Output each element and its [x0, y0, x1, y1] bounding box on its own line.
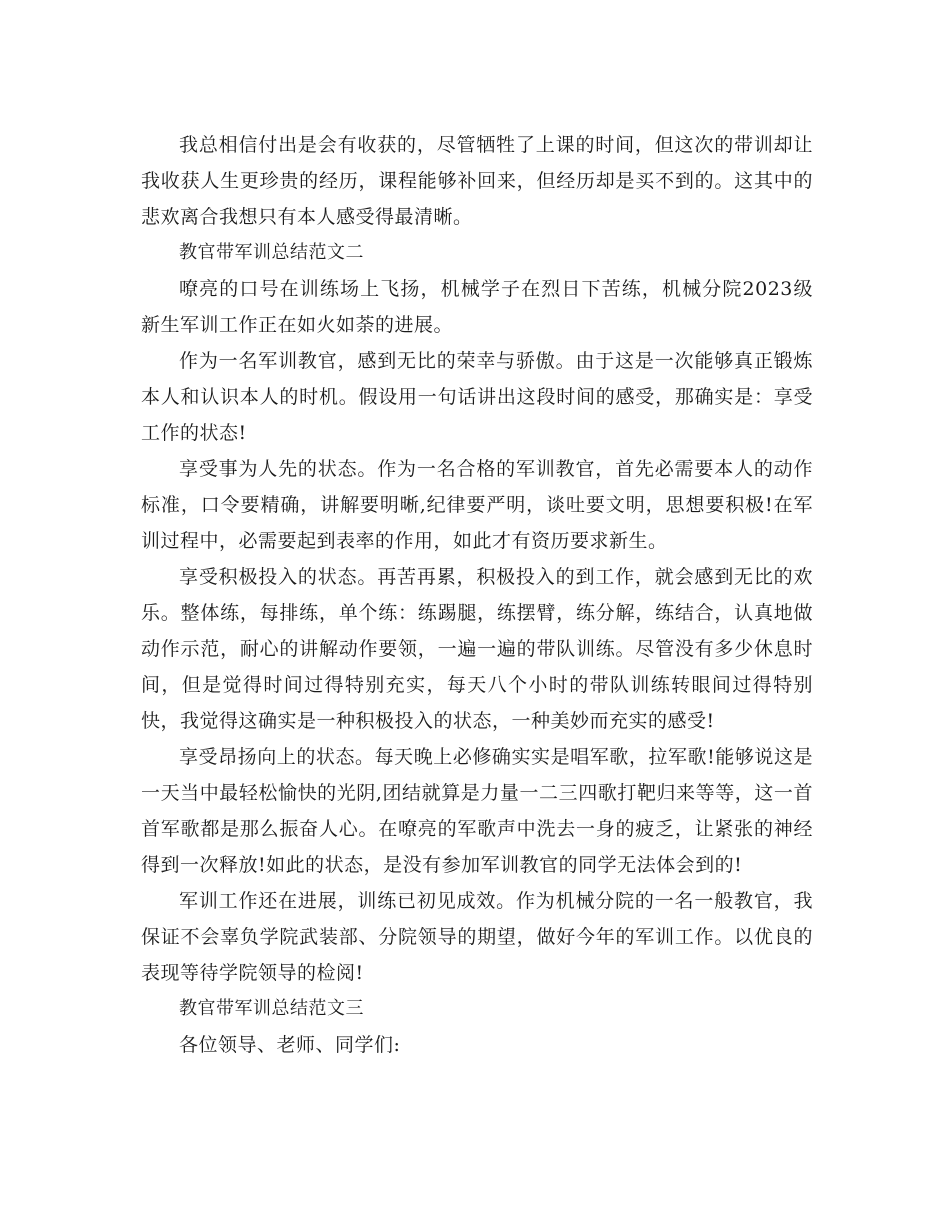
- paragraph: 享受积极投入的状态。再苦再累，积极投入的到工作，就会感到无比的欢乐。整体练，每排练，单个练：练踢腿，练摆臂，练分解，练结合，认真地做动作示范，耐心的讲解动作要领，一遍一遍的带队训练。尽管没有多少休息时间，但是觉得时间过得特别充实，每天八个小时的带队训练转眼间过得特别快，我觉得这确实是一种积极投入的状态，一种美妙而充实的感受!: [141, 566, 813, 732]
- paragraph: 享受事为人先的状态。作为一名合格的军训教官，首先必需要本人的动作标准，口令要精确，讲解要明晰,纪律要严明，谈吐要文明，思想要积极!在军训过程中，必需要起到表率的作用，如此才有资历要求新生。: [141, 458, 813, 552]
- section-heading: 教官带军训总结范文二: [179, 242, 364, 263]
- paragraph: 作为一名军训教官，感到无比的荣幸与骄傲。由于这是一次能够真正锻炼本人和认识本人的时机。假设用一句话讲出这段时间的感受，那确实是：享受工作的状态!: [141, 350, 813, 444]
- section-heading: 教官带军训总结范文三: [179, 998, 364, 1019]
- paragraph: 各位领导、老师、同学们:: [179, 1034, 401, 1056]
- document-body: [141, 127, 813, 1063]
- paragraph: 军训工作还在进展，训练已初见成效。作为机械分院的一名一般教官，我保证不会辜负学院武装部、分院领导的期望，做好今年的军训工作。以优良的表现等待学院领导的检阅!: [141, 890, 813, 984]
- paragraph: 嘹亮的口号在训练场上飞扬，机械学子在烈日下苦练，机械分院2023级新生军训工作正在如火如荼的进展。: [141, 278, 813, 336]
- paragraph: 享受昂扬向上的状态。每天晚上必修确实实是唱军歌，拉军歌!能够说这是一天当中最轻松愉快的光阴,团结就算是力量一二三四歌打靶归来等等，这一首首军歌都是那么振奋人心。在嘹亮的军歌声中洗去一身的疲乏，让紧张的神经得到一次释放!如此的状态，是没有参加军训教官的同学无法体会到的!: [141, 746, 813, 876]
- paragraph: 我总相信付出是会有收获的，尽管牺牲了上课的时间，但这次的带训却让我收获人生更珍贵的经历，课程能够补回来，但经历却是买不到的。这其中的悲欢离合我想只有本人感受得最清晰。: [141, 134, 813, 228]
